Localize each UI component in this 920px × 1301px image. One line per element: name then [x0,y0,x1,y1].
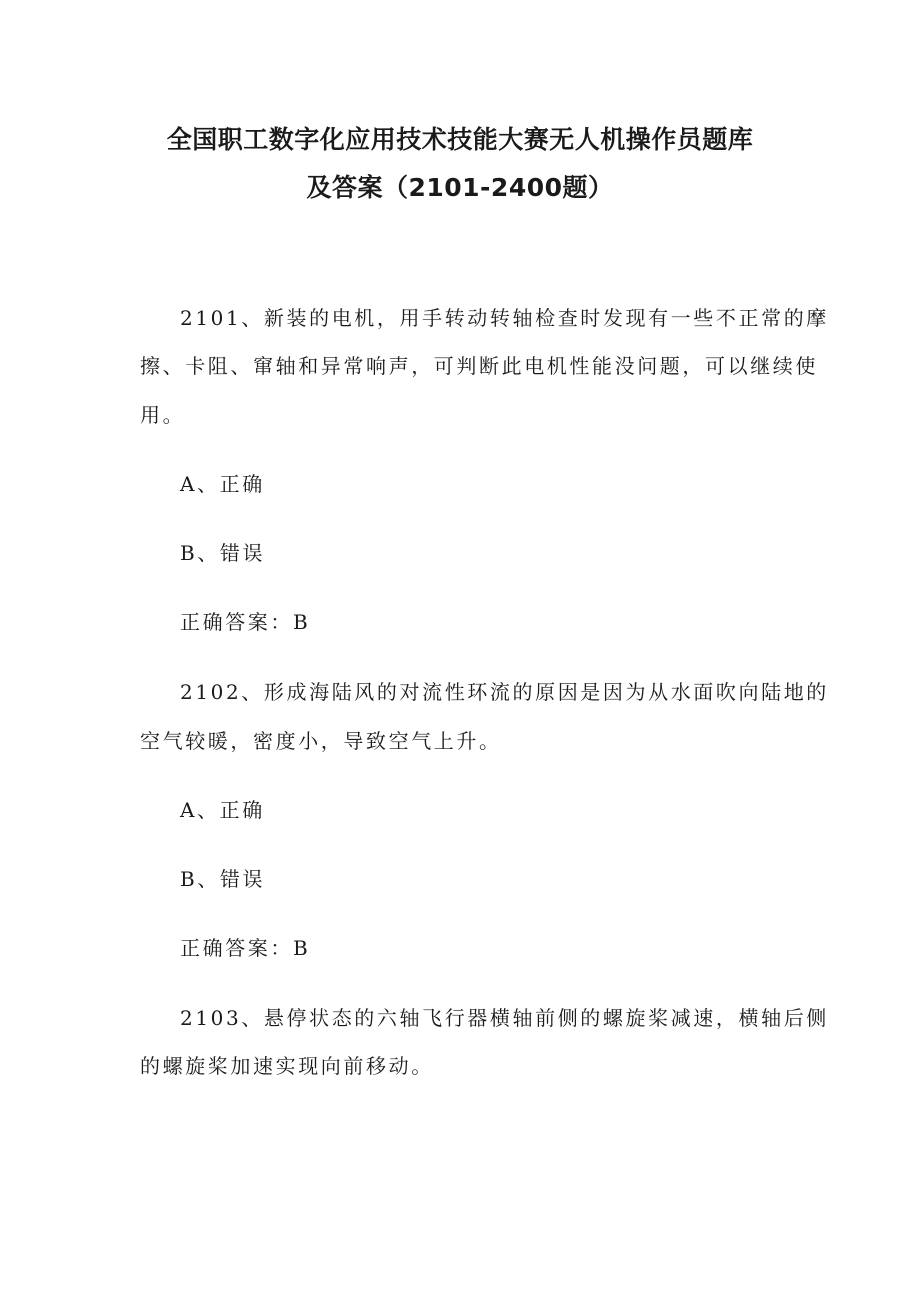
question-2101-line-3: 用。 [140,403,186,427]
question-2102-option-b: B、错误 [180,867,266,891]
question-2102-answer: 正确答案：B [180,936,311,960]
question-2102-line-2: 空气较暖，密度小，导致空气上升。 [140,729,502,753]
question-2101-option-a: A、正确 [180,472,265,496]
question-2101-line-2: 擦、卡阻、窜轴和异常响声，可判断此电机性能没问题，可以继续使 [140,354,818,378]
question-2102-line-1: 2102、形成海陆风的对流性环流的原因是因为从水面吹向陆地的 [180,680,829,704]
question-2101-option-b: B、错误 [180,541,266,565]
document-title-line-2: 及答案（2101-2400题） [306,173,614,202]
question-2101-line-1: 2101、新装的电机，用手转动转轴检查时发现有一些不正常的摩 [180,306,829,330]
question-2101-answer: 正确答案：B [180,610,311,634]
question-2103-line-1: 2103、悬停状态的六轴飞行器横轴前侧的螺旋桨减速，横轴后侧 [180,1006,829,1030]
document-title-line-1: 全国职工数字化应用技术技能大赛无人机操作员题库 [166,125,754,154]
question-2102-option-a: A、正确 [180,798,265,822]
question-2103-line-2: 的螺旋桨加速实现向前移动。 [140,1054,434,1078]
